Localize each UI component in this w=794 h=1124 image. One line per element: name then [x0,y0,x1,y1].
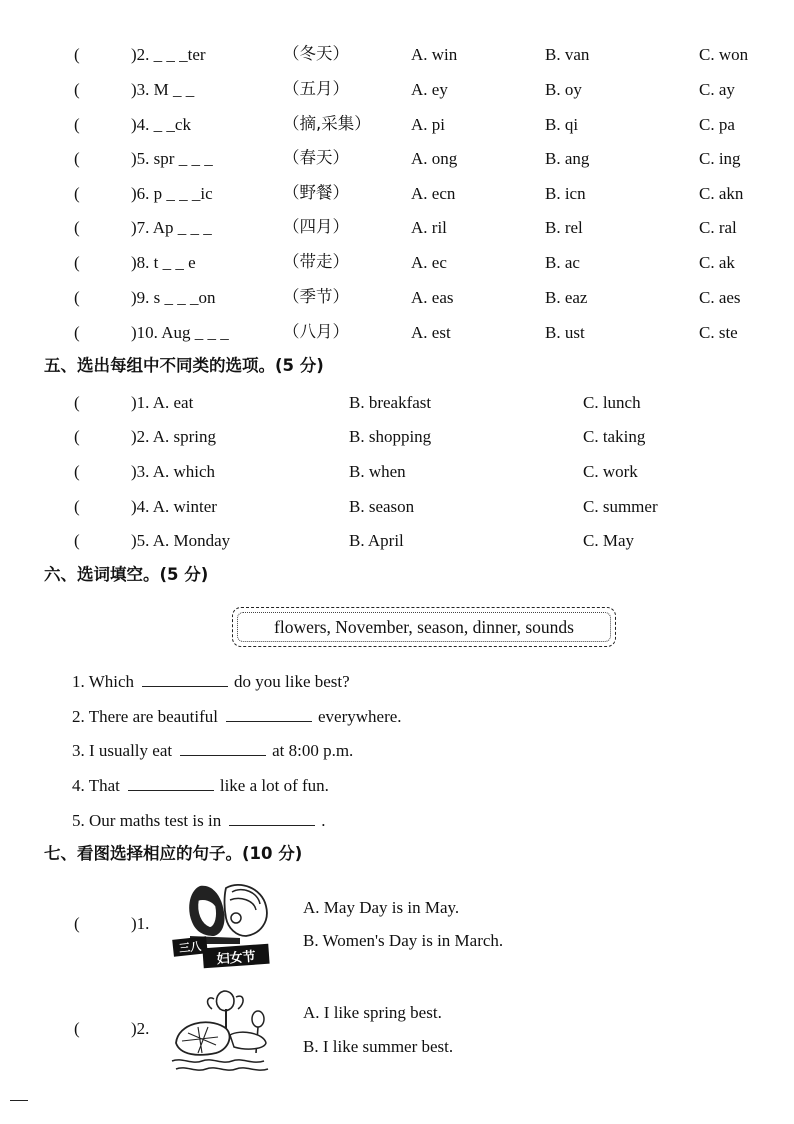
option-c: C. pa [699,115,735,134]
sentence-start: 3. I usually eat [72,741,173,760]
q1-option-b: B. Women's Day is in March. [303,931,504,950]
odd-one-out-row [0,428,794,450]
chinese-meaning: （野餐） [283,183,349,202]
answer-paren[interactable]: ( [74,218,80,237]
sentence-start: 5. Our maths test is in [72,811,222,830]
option-a: A. eas [411,288,454,307]
option-b: B. shopping [349,427,432,446]
option-c: C. lunch [583,393,641,412]
option-c: C. ste [699,323,738,342]
word-blank: )10. Aug _ _ _ [131,323,229,342]
answer-paren[interactable]: ( [74,45,80,64]
option-b: B. qi [545,115,579,134]
option-c: C. ak [699,253,735,272]
option-c: C. work [583,462,638,481]
answer-paren[interactable]: ( [74,115,80,134]
q1-option-a: A. May Day is in May. [303,898,460,917]
answer-paren[interactable]: ( [74,323,80,342]
lotus-picture [168,983,278,1075]
answer-paren[interactable]: ( [74,288,80,307]
option-a: )1. A. eat [131,393,194,412]
option-c: C. ing [699,149,741,168]
answer-paren[interactable]: ( [74,914,80,933]
option-c: C. ay [699,80,735,99]
option-c: C. akn [699,184,744,203]
vocab-row [0,219,794,241]
option-b: B. season [349,497,415,516]
chinese-meaning: （冬天） [283,44,349,63]
sentence-end: do you like best? [234,672,350,691]
option-a: )4. A. winter [131,497,217,516]
answer-paren[interactable]: ( [74,1019,80,1038]
word-blank: )6. p _ _ _ic [131,184,213,203]
chinese-meaning: （季节） [283,287,349,306]
section7-heading: 七、看图选择相应的句子。(10 分) [44,844,303,863]
word-blank: )2. _ _ _ter [131,45,206,64]
option-b: B. ust [545,323,585,342]
odd-one-out-row [0,532,794,554]
answer-blank[interactable] [226,720,312,722]
answer-blank[interactable] [229,824,315,826]
vocab-row [0,185,794,207]
option-c: C. ral [699,218,737,237]
answer-paren[interactable]: ( [74,531,80,550]
fill-blank-sentence [72,708,402,725]
option-a: A. ey [411,80,448,99]
word-bank-box [232,607,616,647]
chinese-meaning: （四月） [283,217,349,236]
odd-one-out-row [0,463,794,485]
word-blank: )4. _ _ck [131,115,191,134]
option-a: )5. A. Monday [131,531,231,550]
option-b: B. eaz [545,288,588,307]
section6-heading: 六、选词填空。(5 分) [44,565,209,584]
answer-blank[interactable] [180,754,266,756]
fill-blank-sentence [72,812,325,829]
option-a: A. ong [411,149,458,168]
chinese-meaning: （带走） [283,252,349,271]
vocab-row [0,324,794,346]
sentence-end: at 8:00 p.m. [272,741,354,760]
option-a: A. win [411,45,458,64]
vocab-row [0,289,794,311]
option-b: B. breakfast [349,393,432,412]
odd-one-out-row [0,394,794,416]
answer-paren[interactable]: ( [74,497,80,516]
option-c: C. won [699,45,749,64]
option-c: C. May [583,531,634,550]
question-number: )1. [131,914,150,933]
q2-option-a: A. I like spring best. [303,1003,442,1022]
option-c: C. summer [583,497,658,516]
answer-paren[interactable]: ( [74,462,80,481]
vocab-row [0,81,794,103]
chinese-meaning: （春天） [283,148,349,167]
sentence-end: . [321,811,326,830]
option-c: C. taking [583,427,646,446]
lotus-icon [168,983,278,1075]
vocab-row [0,254,794,276]
chinese-meaning: （八月） [283,322,349,341]
answer-paren[interactable]: ( [74,393,80,412]
option-b: B. rel [545,218,583,237]
chinese-meaning: （五月） [283,79,349,98]
option-b: B. when [349,462,406,481]
option-a: A. ecn [411,184,456,203]
section5-heading: 五、选出每组中不同类的选项。(5 分) [44,356,324,375]
sentence-start: 4. That [72,776,120,795]
sentence-start: 2. There are beautiful [72,707,219,726]
page-footer-rule [10,1100,28,1101]
fill-blank-sentence [72,742,353,759]
option-b: B. icn [545,184,586,203]
option-b: B. April [349,531,404,550]
fill-blank-sentence [72,777,329,794]
vocab-row [0,46,794,68]
word-blank: )7. Ap _ _ _ [131,218,212,237]
fill-blank-sentence [72,673,350,690]
answer-blank[interactable] [128,789,214,791]
word-bank: flowers, November, season, dinner, sounds [274,616,574,637]
option-b: B. ang [545,149,590,168]
answer-blank[interactable] [142,685,228,687]
word-blank: )5. spr _ _ _ [131,149,213,168]
sentence-start: 1. Which [72,672,135,691]
answer-paren[interactable]: ( [74,184,80,203]
odd-one-out-row [0,498,794,520]
vocab-row [0,116,794,138]
answer-paren[interactable]: ( [74,149,80,168]
option-a: A. ec [411,253,447,272]
womens-day-picture [170,878,280,970]
word-blank: )9. s _ _ _on [131,288,216,307]
option-a: A. est [411,323,451,342]
option-a: A. ril [411,218,447,237]
option-b: B. van [545,45,590,64]
chinese-meaning: （摘,采集） [283,114,371,133]
sentence-end: like a lot of fun. [219,776,329,795]
q2-option-b: B. I like summer best. [303,1037,454,1056]
badge-top: 三八 [172,936,208,956]
option-b: B. oy [545,80,582,99]
word-blank: )8. t _ _ e [131,253,196,272]
answer-paren[interactable]: ( [74,80,80,99]
question-number: )2. [131,1019,150,1038]
answer-paren[interactable]: ( [74,253,80,272]
sentence-end: everywhere. [318,707,402,726]
answer-paren[interactable]: ( [74,427,80,446]
option-a: )3. A. which [131,462,216,481]
option-b: B. ac [545,253,580,272]
option-c: C. aes [699,288,741,307]
word-blank: )3. M _ _ [131,80,195,99]
badge-bottom: 妇女节 [202,944,269,969]
vocab-row [0,150,794,172]
option-a: A. pi [411,115,445,134]
option-a: )2. A. spring [131,427,216,446]
